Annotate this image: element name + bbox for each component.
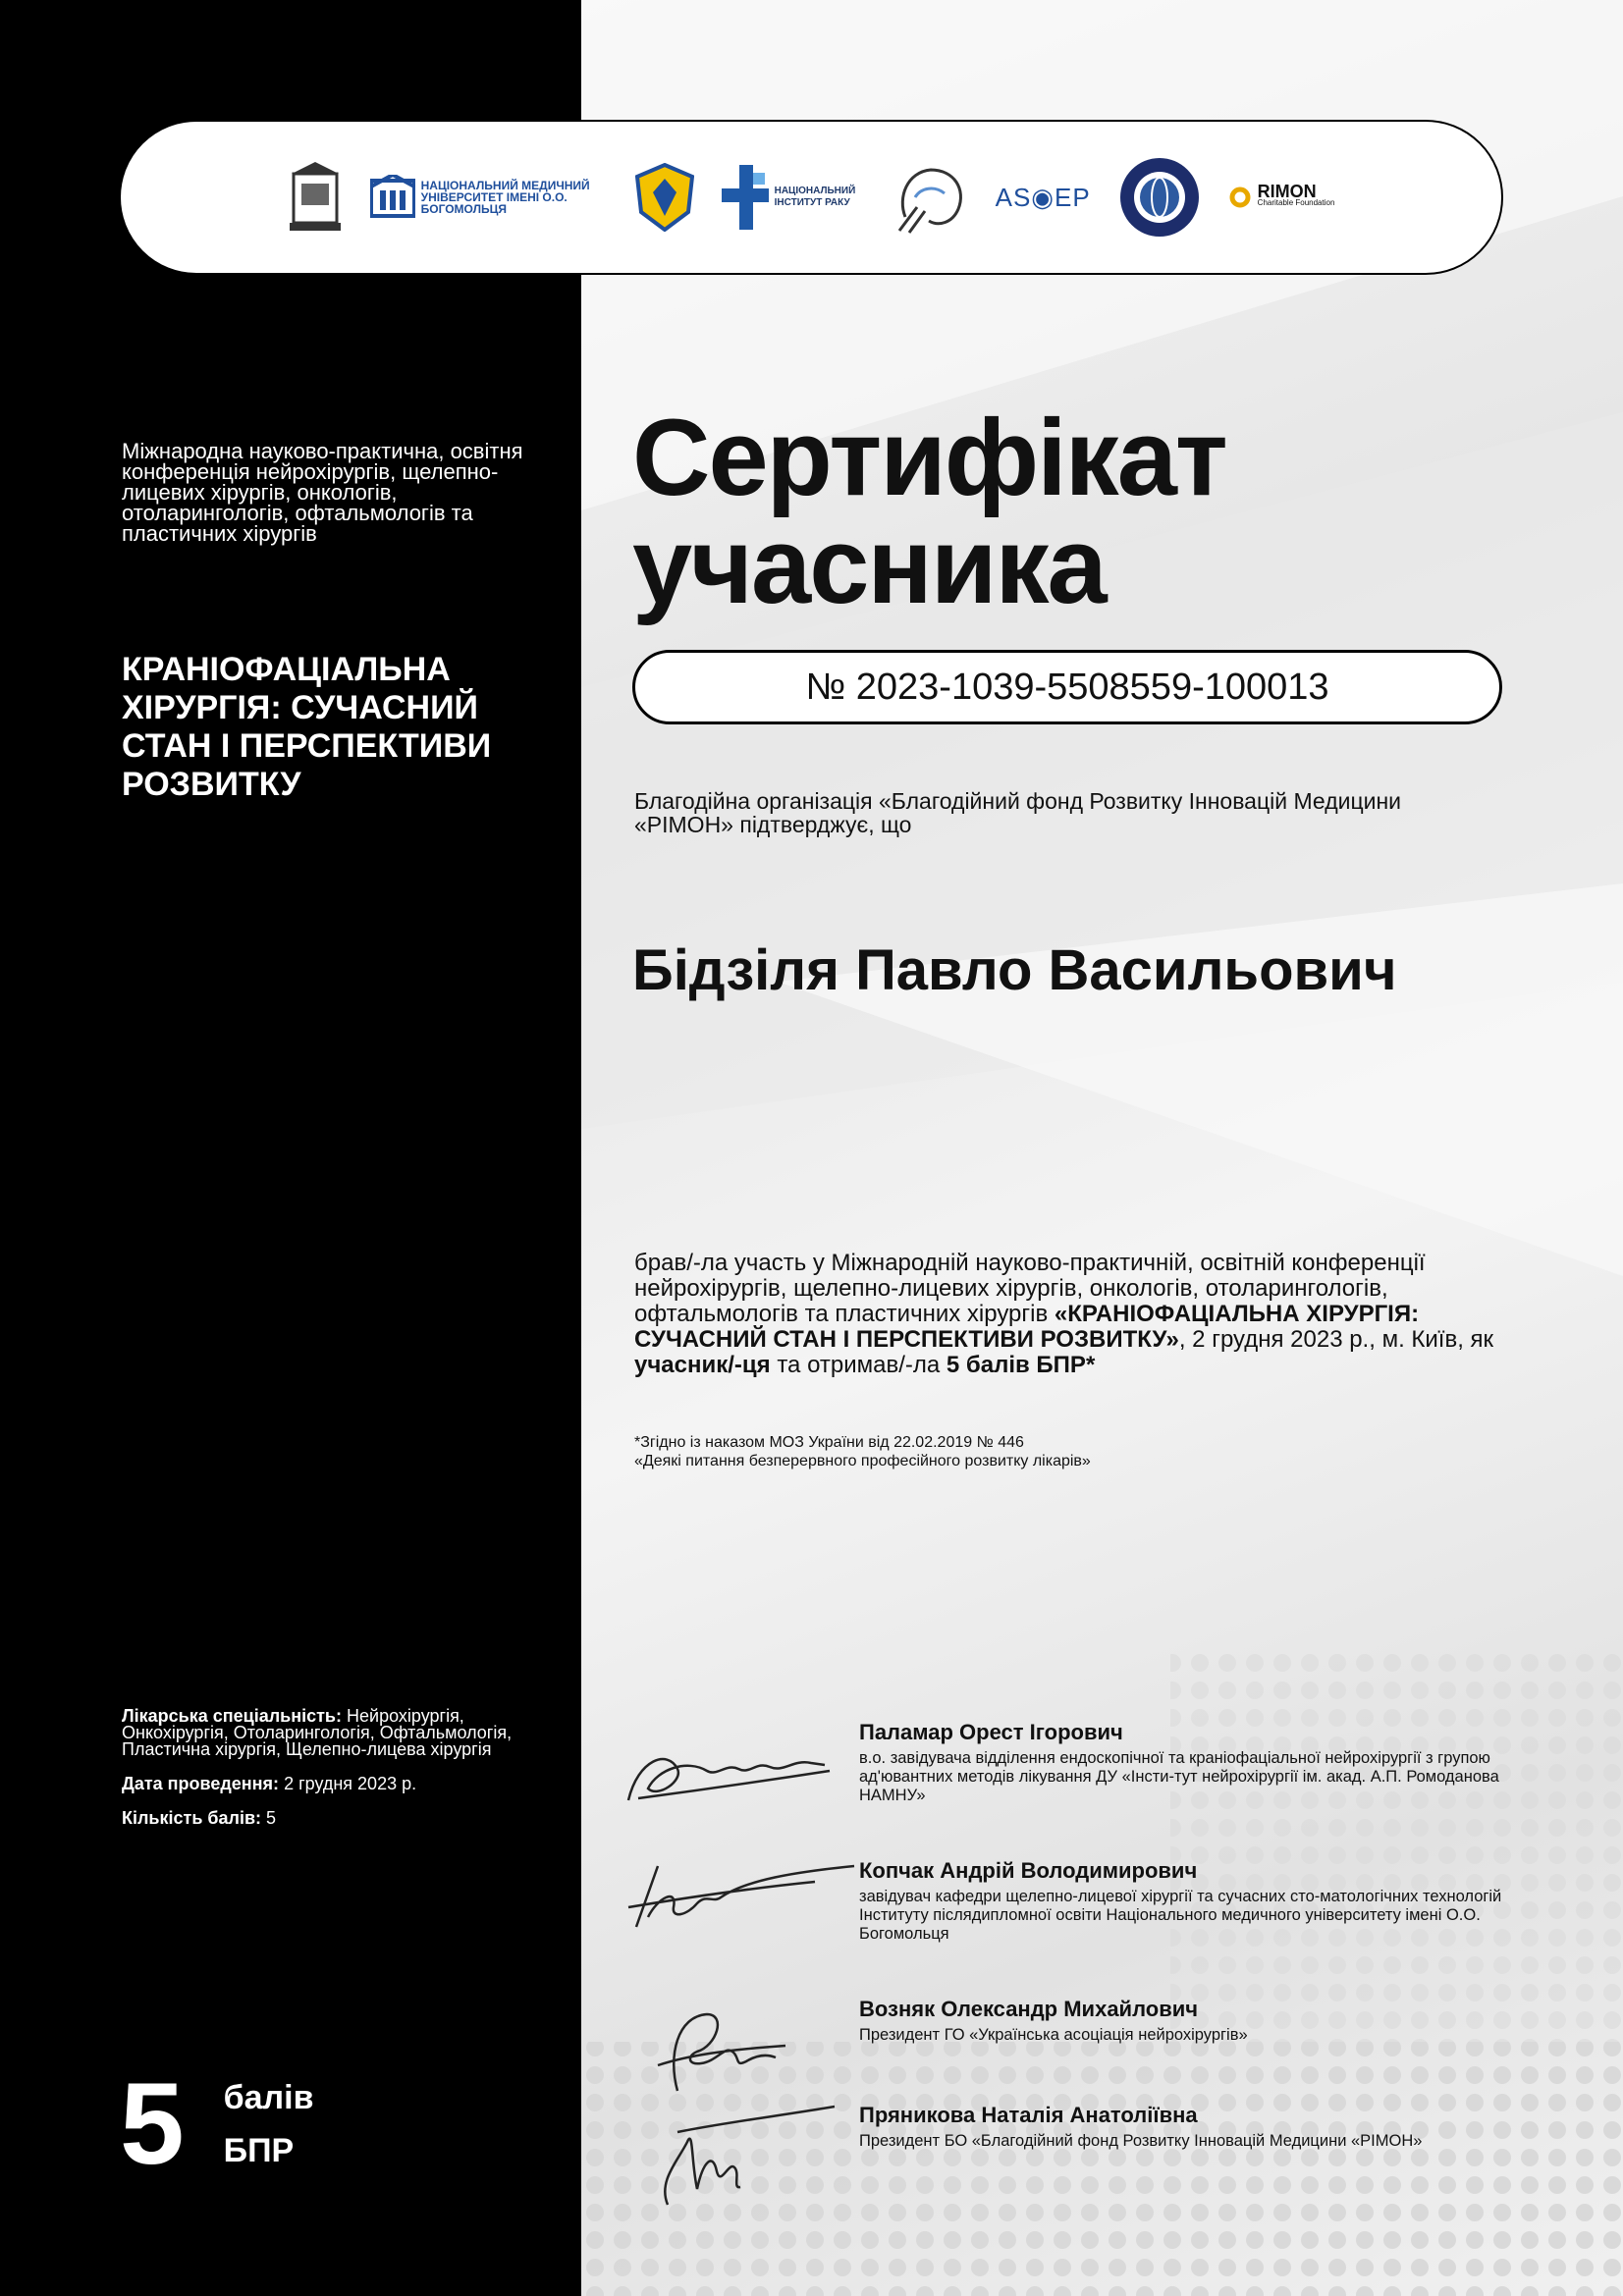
logo-cancer-institute <box>722 165 868 230</box>
specialty-value: Нейрохірургія, Онкохірургія, Отоларингологія, Офтальмологія, Пластична хірургія, Щелепно-лицева хірургія <box>122 1706 513 1759</box>
rimon-logo-subtext: Charitable Foundation <box>1257 198 1335 207</box>
logo-rimon <box>1228 182 1335 209</box>
specialty-label: Лікарська спеціальність: <box>122 1706 342 1726</box>
certificate-number: № 2023-1039-5508559-100013 <box>632 650 1502 724</box>
participation-text-part2: , 2 грудня 2023 р., м. Київ, як <box>1178 1326 1494 1353</box>
participation-text <box>634 1251 1498 1378</box>
signatory-4 <box>619 2103 1522 2220</box>
signatory-4-role: Президент БО «Благодійний фонд Розвитку Інновацій Медицини «РІМОН» <box>859 2132 1423 2150</box>
conference-title: КРАНІОФАЦІАЛЬНА ХІРУРГІЯ: СУЧАСНИЙ СТАН І ПЕРСПЕКТИВИ РОЗВИТКУ <box>122 651 492 803</box>
brain-icon <box>895 158 968 237</box>
signatory-3 <box>619 1997 1522 2114</box>
association-shield-icon <box>635 163 694 232</box>
logo-world-federation <box>1118 156 1201 239</box>
signatory-2 <box>619 1858 1522 1976</box>
left-black-panel <box>0 0 581 2296</box>
rimon-logo-text: RIMON <box>1257 182 1317 201</box>
awarded-points: 5 балів БПР* <box>946 1352 1096 1378</box>
certificate-title-line2: учасника <box>632 506 1106 626</box>
date-value: 2 грудня 2023 р. <box>284 1774 417 1793</box>
event-details <box>122 1708 554 1844</box>
cme-points-unit: балів <box>223 2079 314 2116</box>
logo-nmu <box>370 175 608 220</box>
logo-brain <box>895 158 968 237</box>
participation-text-part1: брав/-ла участь у Міжнародній науково-практичній, освітній конференції нейрохірургів, щелепно-лицевих хірургів, онкологів, отоларингологів, офтальмологів та пластичних хірургів <box>634 1250 1426 1327</box>
date-line <box>122 1776 554 1792</box>
logo-asoep <box>995 183 1091 212</box>
signatory-4-name: Пряникова Наталія Анатоліївна <box>859 2103 1198 2127</box>
logo-institute-neurosurgery <box>288 160 343 235</box>
partner-logos-bar <box>119 120 1503 275</box>
date-label: Дата проведення: <box>122 1774 280 1793</box>
certificate-title <box>632 398 1226 626</box>
signature-1-image <box>619 1720 844 1818</box>
signatory-2-role: завідувач кафедри щелепно-лицевої хірургії та сучасних сто-матологічних технологій Інституту післядипломної освіти Національного медичного університету імені О.О. Богомольця <box>859 1888 1502 1943</box>
cme-points-number: 5 <box>120 2059 185 2189</box>
specialty-line <box>122 1708 554 1758</box>
footnote-line2: «Деякі питання безперервного професійного розвитку лікарів» <box>634 1453 1091 1469</box>
cancer-institute-cross-icon <box>722 165 769 230</box>
signatory-3-role: Президент ГО «Українська асоціація нейрохірургів» <box>859 2026 1248 2044</box>
conference-description: Міжнародна науково-практична, освітня конференція нейрохірургів, щелепно-лицевих хірургів, онкологів, отоларингологів, офтальмологів та пластичних хірургів <box>122 439 523 546</box>
signature-4-image <box>619 2103 844 2220</box>
nmu-logo-text: НАЦІОНАЛЬНИЙ МЕДИЧНИЙ УНІВЕРСИТЕТ ІМЕНІ О.О. БОГОМОЛЬЦЯ <box>420 179 590 216</box>
cme-points-badge <box>120 2059 314 2189</box>
signature-3-image <box>619 1997 844 2105</box>
footnote <box>634 1433 1498 1470</box>
signatory-1-role: в.о. завідувача відділення ендоскопічної та краніофаціальної нейрохірургії з групою ад'ювантних методів лікування ДУ «Інсти-тут нейрохірургії ім. акад. А.П. Ромоданова НАМНУ» <box>859 1749 1499 1804</box>
certificate-title-line1: Сертифікат <box>632 398 1226 518</box>
points-value: 5 <box>266 1808 277 1828</box>
logo-neurosurgeons-association <box>635 163 694 232</box>
signatory-2-name: Копчак Андрій Володимирович <box>859 1858 1198 1883</box>
conference-name-bold: «КРАНІОФАЦІАЛЬНА ХІРУРГІЯ: СУЧАСНИЙ СТАН І ПЕРСПЕКТИВИ РОЗВИТКУ» <box>634 1301 1420 1353</box>
nmu-icon <box>370 175 415 220</box>
signatory-1 <box>619 1720 1522 1838</box>
points-label: Кількість балів: <box>122 1808 262 1828</box>
cancer-institute-logo-text: НАЦІОНАЛЬНИЙ ІНСТИТУТ РАКУ <box>774 186 856 208</box>
rimon-ring-icon <box>1228 186 1252 209</box>
confirmation-text: Благодійна організація «Благодійний фонд Розвитку Інновацій Медицини «РІМОН» підтверджує, що <box>634 788 1402 837</box>
cme-points-abbr: БПР <box>223 2132 295 2169</box>
signatory-3-name: Возняк Олександр Михайлович <box>859 1997 1199 2021</box>
footnote-line1: *Згідно із наказом МОЗ України від 22.02.2019 № 446 <box>634 1434 1024 1451</box>
signature-2-image <box>619 1858 864 1956</box>
points-line <box>122 1810 554 1827</box>
globe-icon <box>1118 156 1201 239</box>
institute-crest-icon <box>288 160 343 235</box>
participation-text-part3: та отримав/-ла <box>770 1352 947 1378</box>
participant-name: Бідзіля Павло Васильович <box>632 938 1397 1002</box>
signatory-1-name: Паламар Орест Ігорович <box>859 1720 1123 1744</box>
asoep-logo-text: AS◉EP <box>995 183 1091 212</box>
participant-role: учасник/-ця <box>634 1352 771 1378</box>
